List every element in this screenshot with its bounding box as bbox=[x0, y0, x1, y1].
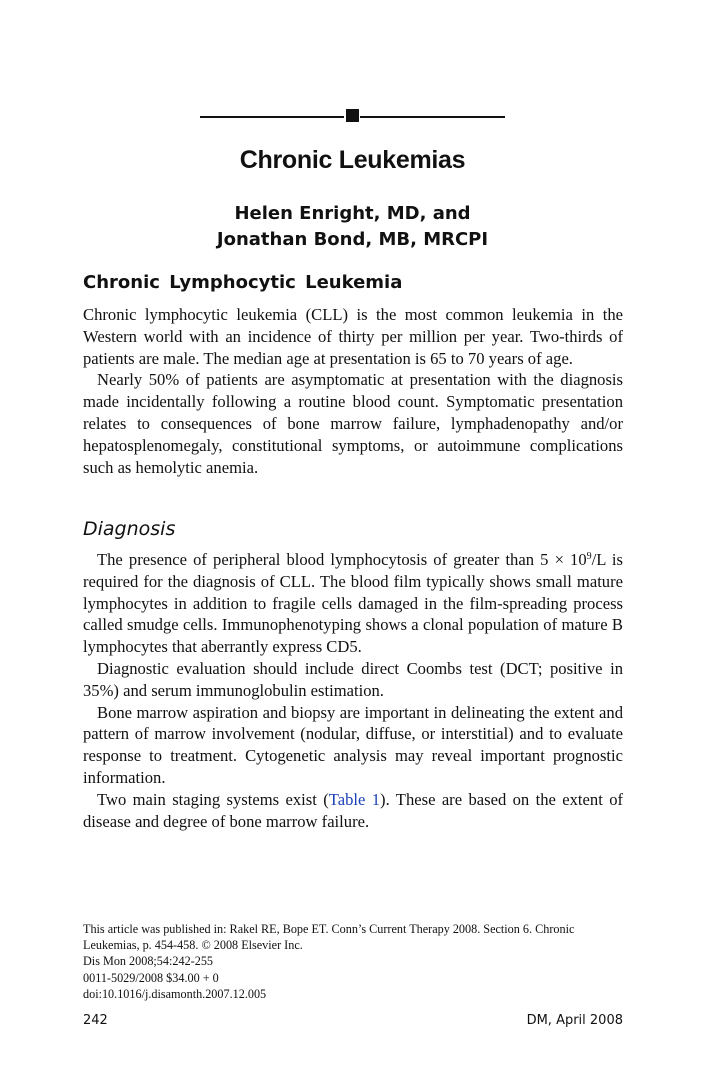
paragraph: Nearly 50% of patients are asymptomatic at presentation with the diagnosis made incidentally following a routine blood count. Symptomatic presentation relates to consequences of bone marrow failure, lymphadenopathy and/or hepatosplenomegaly, constitutional symptoms, or autoimmune complications such as hemolytic anemia. bbox=[83, 370, 623, 477]
table-1-link[interactable]: Table 1 bbox=[328, 789, 381, 809]
running-footer: DM, April 2008 bbox=[526, 1013, 623, 1028]
author-block bbox=[0, 201, 705, 253]
section-cll-body bbox=[83, 304, 623, 478]
footnote-line: Dis Mon 2008;54:242-255 bbox=[83, 954, 214, 969]
page-number: 242 bbox=[83, 1013, 108, 1028]
author-line-1: Helen Enright, MD, and bbox=[234, 203, 471, 224]
paragraph: Diagnostic evaluation should include direct Coombs test (DCT; positive in 35%) and serum immunoglobulin estimation. bbox=[83, 658, 623, 700]
paragraph-text: The presence of peripheral blood lymphocytosis of greater than 5 × 10 bbox=[97, 550, 587, 569]
footnote-line: This article was published in: Rakel RE, Bope ET. Conn’s Current Therapy 2008. Section 6. Chronic bbox=[83, 922, 575, 936]
article-title: Chronic Leukemias bbox=[239, 146, 466, 174]
author-line-2: Jonathan Bond, MB, MRCPI bbox=[216, 229, 489, 250]
footnote-line: 0011-5029/2008 $34.00 + 0 bbox=[83, 970, 219, 985]
paragraph-text: ). These are based on the extent of disease and degree of bone marrow failure. bbox=[83, 789, 624, 831]
paragraph-text: /L is required for the diagnosis of CLL. The blood film typically shows small mature lymphocytes in addition to fragile cells damaged in the film-spreading process called smudge cells. Immunophenotyping shows a clonal population of mature B lymphocytes that aberrantly express CD5. bbox=[83, 550, 623, 657]
ornament-square bbox=[346, 109, 359, 122]
title-ornament bbox=[200, 109, 505, 123]
ornament-right-rule bbox=[360, 116, 505, 118]
ornament-left-rule bbox=[200, 116, 344, 118]
paragraph-text: Two main staging systems exist ( bbox=[97, 789, 329, 809]
publication-footnote bbox=[83, 921, 628, 1002]
section-heading-diagnosis: Diagnosis bbox=[83, 518, 176, 540]
section-diagnosis-body bbox=[83, 549, 623, 832]
section-heading-cll: Chronic Lymphocytic Leukemia bbox=[83, 272, 403, 293]
paragraph bbox=[83, 549, 623, 658]
footnote-doi: doi:10.1016/j.disamonth.2007.12.005 bbox=[83, 986, 267, 1001]
superscript: 9 bbox=[586, 551, 592, 562]
footnote-line: Leukemias, p. 454-458. © 2008 Elsevier Inc. bbox=[83, 938, 303, 953]
paragraph: Bone marrow aspiration and biopsy are important in delineating the extent and pattern of marrow involvement (nodular, diffuse, or interstitial) and to evaluate response to treatment. Cytogenetic analysis may reveal important prognostic information. bbox=[83, 702, 623, 787]
paragraph: Chronic lymphocytic leukemia (CLL) is the most common leukemia in the Western world with an incidence of thirty per million per year. Two-thirds of patients are male. The median age at presentation is 65 to 70 years of age. bbox=[83, 305, 623, 368]
paragraph bbox=[83, 789, 623, 833]
